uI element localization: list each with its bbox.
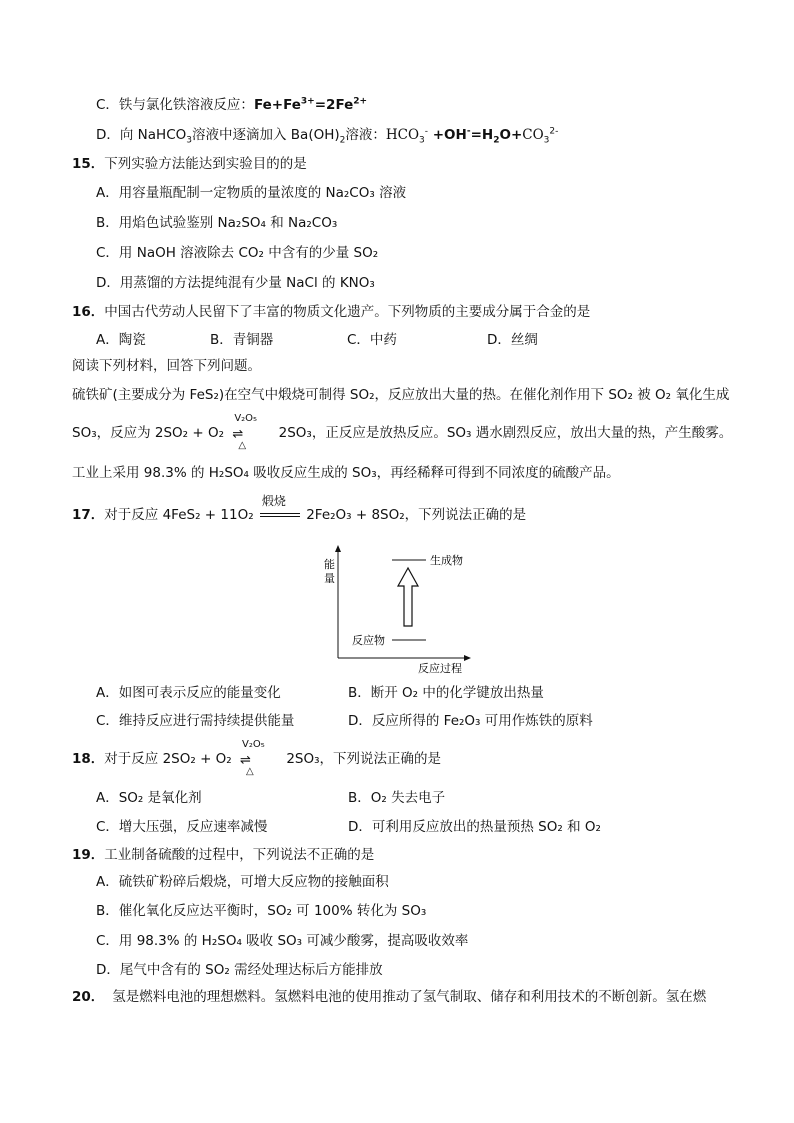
q19-option-a: A．硫铁矿粉碎后煅烧，可增大反应物的接触面积	[96, 874, 389, 890]
energy-diagram	[320, 542, 480, 678]
q15-option-d: D．用蒸馏的方法提纯混有少量 NaCl 的 KNO₃	[96, 275, 375, 291]
reactant-label: 反应物	[352, 634, 385, 647]
reversible-arrow-with-catalyst: V₂O₅ ⇌ △	[240, 739, 265, 777]
q18-option-d: D．可利用反应放出的热量预热 SO₂ 和 O₂	[348, 819, 601, 835]
q18-option-b: B．O₂ 失去电子	[348, 790, 446, 806]
q19-option-c: C．用 98.3% 的 H₂SO₄ 吸收 SO₃ 可减少酸雾，提高吸收效率	[96, 933, 469, 949]
q16-option-c: C．中药	[347, 332, 397, 348]
q19-option-b: B．催化氧化反应达平衡时，SO₂ 可 100% 转化为 SO₃	[96, 903, 427, 919]
material-line-1: 硫铁矿(主要成分为 FeS₂)在空气中煅烧可制得 SO₂，反应放出大量的热。在催化剂作用下 SO₂ 被 O₂ 氧化生成	[72, 387, 730, 403]
q16-option-a: A．陶瓷	[96, 332, 146, 348]
product-label: 生成物	[430, 554, 463, 567]
material-line-2: SO₃，反应为 2SO₂ + O₂ V₂O₅ ⇌ △ 2SO₃，正反应是放热反应。SO₃ 遇水剧烈反应，放出大量的热，产生酸雾。	[72, 413, 733, 451]
x-axis-arrow-icon	[464, 655, 471, 661]
q17-option-b: B．断开 O₂ 中的化学键放出热量	[348, 685, 544, 701]
q15-option-c: C．用 NaOH 溶液除去 CO₂ 中含有的少量 SO₂	[96, 245, 379, 261]
question-15: 15．下列实验方法能达到实验目的的是	[72, 156, 307, 172]
question-17: 17．对于反应 4FeS₂ + 11O₂ 煅烧 2Fe₂O₃ + 8SO₂，下列说法正确的是	[72, 494, 527, 523]
question-16: 16．中国古代劳动人民留下了丰富的物质文化遗产。下列物质的主要成分属于合金的是	[72, 304, 591, 320]
q14-option-c: C．铁与氯化铁溶液反应：$Fe+Fe^{3+}=2Fe^{2+}$	[96, 96, 368, 113]
q14-option-d: D．向 NaHCO$_3$溶液中逐滴加入 $Ba(OH)_2$溶液：$HCO_3^- +OH^-=H_2O+CO_3^{2-}$	[96, 126, 559, 146]
y-axis-label-2: 量	[324, 572, 335, 585]
question-20: 20． 氢是燃料电池的理想燃料。氢燃料电池的使用推动了氢气制取、储存和利用技术的不断创新。氢在燃	[72, 989, 707, 1005]
q15-option-b: B．用焰色试验鉴别 Na₂SO₄ 和 Na₂CO₃	[96, 215, 338, 231]
up-arrow-icon	[398, 568, 418, 626]
q17-option-a: A．如图可表示反应的能量变化	[96, 685, 281, 701]
question-19: 19．工业制备硫酸的过程中，下列说法不正确的是	[72, 847, 375, 863]
material-line-3: 工业上采用 98.3% 的 H₂SO₄ 吸收反应生成的 SO₃，再经稀释可得到不同浓度的硫酸产品。	[72, 465, 620, 481]
reaction-condition-calcine: 煅烧	[258, 506, 302, 524]
y-axis-label-1: 能	[324, 558, 335, 571]
reversible-arrow-with-catalyst: V₂O₅ ⇌ △	[232, 413, 258, 451]
y-axis-arrow-icon	[335, 545, 341, 552]
question-18: 18．对于反应 2SO₂ + O₂ V₂O₅ ⇌ △ 2SO₃，下列说法正确的是	[72, 739, 442, 777]
x-axis-label: 反应过程	[418, 662, 462, 675]
q15-option-a: A．用容量瓶配制一定物质的量浓度的 Na₂CO₃ 溶液	[96, 185, 407, 201]
q16-option-d: D．丝绸	[487, 332, 538, 348]
q18-option-a: A．SO₂ 是氧化剂	[96, 790, 202, 806]
q17-option-c: C．维持反应进行需持续提供能量	[96, 713, 295, 729]
q16-option-b: B．青铜器	[210, 332, 274, 348]
q19-option-d: D．尾气中含有的 SO₂ 需经处理达标后方能排放	[96, 962, 383, 978]
q18-option-c: C．增大压强，反应速率减慢	[96, 819, 268, 835]
reading-instruction: 阅读下列材料，回答下列问题。	[72, 358, 261, 374]
q17-option-d: D．反应所得的 Fe₂O₃ 可用作炼铁的原料	[348, 713, 593, 729]
